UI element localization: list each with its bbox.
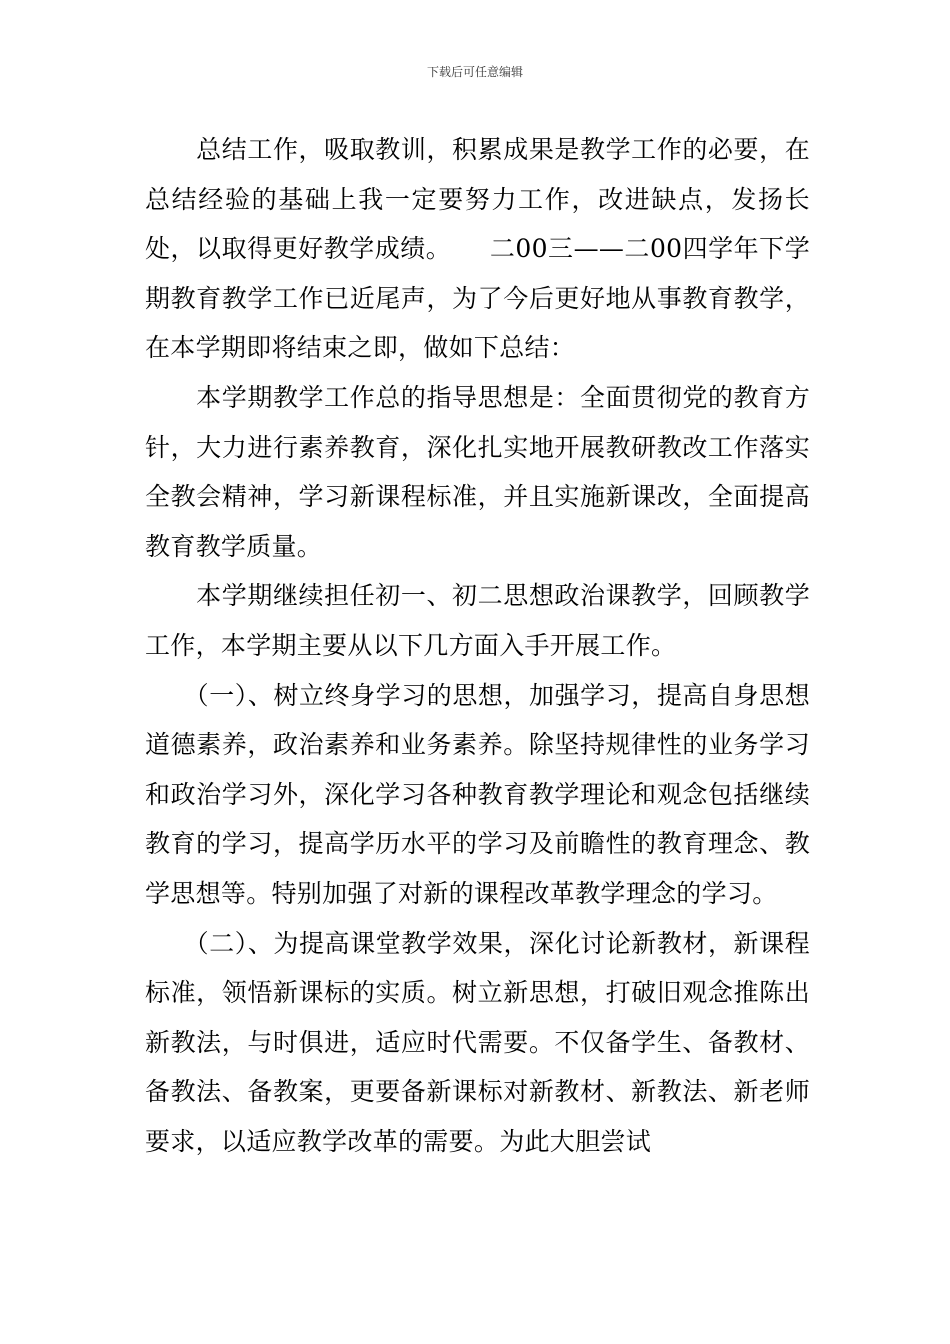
paragraph-section-one: （一）、树立终身学习的思想，加强学习，提高自身思想道德素养，政治素养和业务素养。除坚持规律性的业务学习和政治学习外，深化学习各种教育教学理论和观念包括继续教育的学习，提高学历水平的学习及前瞻性的教育理念、教学思想等。特别加强了对新的课程改革教学理念的学习。 <box>145 680 810 908</box>
paragraph-teaching-assignment: 本学期继续担任初一、初二思想政治课教学，回顾教学工作，本学期主要从以下几方面入手开展工作。 <box>145 581 810 660</box>
paragraph-guiding-thought: 本学期教学工作总的指导思想是：全面贯彻党的教育方针，大力进行素养教育，深化扎实地开展教研教改工作落实全教会精神，学习新课程标准，并且实施新课改，全面提高教育教学质量。 <box>145 382 810 561</box>
paragraph-summary-intro: 总结工作，吸取教训，积累成果是教学工作的必要，在总结经验的基础上我一定要努力工作，改进缺点，发扬长处，以取得更好教学成绩。 二00三——二00四学年下学期教育教学工作已近尾声，为了今后更好地从事教育教学，在本学期即将结束之即，做如下总结： <box>145 135 810 363</box>
page-header-note: 下载后可任意编辑 <box>426 65 523 79</box>
document-body <box>145 125 810 1166</box>
paragraph-section-two: （二）、为提高课堂教学效果，深化讨论新教材，新课程标准，领悟新课标的实质。树立新思想，打破旧观念推陈出新教法，与时俱进，适应时代需要。不仅备学生、备教材、备教法、备教案，更要备新课标对新教材、新教法、新老师要求，以适应教学改革的需要。为此大胆尝试 <box>145 928 810 1156</box>
